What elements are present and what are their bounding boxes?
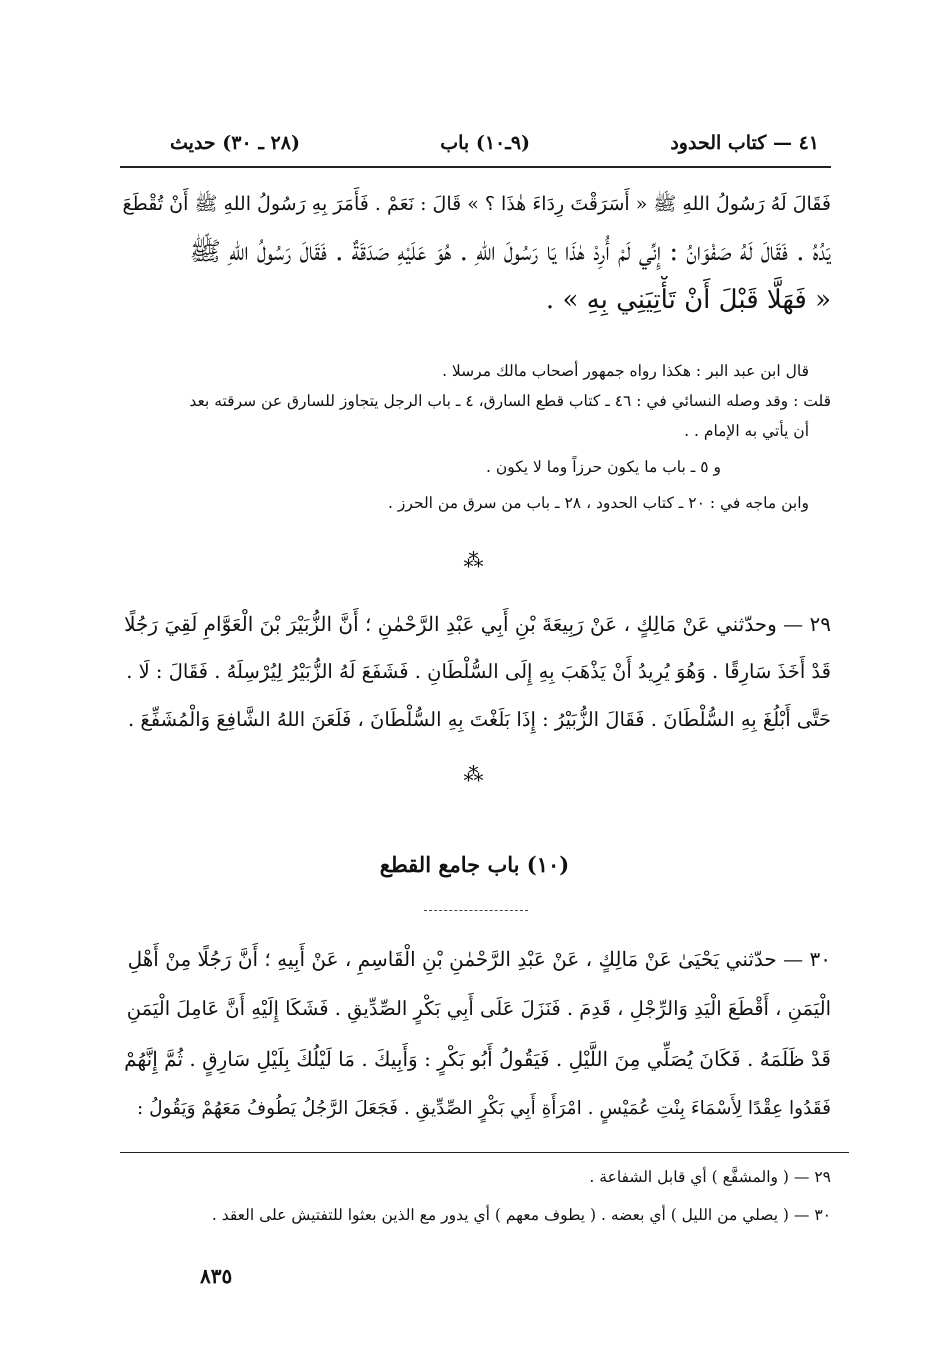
commentary-line: أن يأتي به الإمام . . — [684, 422, 809, 440]
section-separator-stars: ⁂ — [463, 548, 486, 572]
commentary-line: قال ابن عبد البر : هكذا رواه جمهور أصحاب مالك مرسلا . — [442, 362, 809, 380]
main-text-line: قَدْ أَخَذَ سَارِقًا . وَهُوَ يُرِيدُ أَنْ يَذْهَبَ بِهِ إِلَى السُّلْطَانِ . فَشَفَعَ لَهُ الزُّبَيْرُ لِيُرْسِلَهُ . فَقَالَ : لَا . — [126, 660, 831, 683]
footnote: ٢٩ — ( والمشفَّع ) أي قابل الشفاعة . — [589, 1168, 831, 1186]
footnotes — [120, 1162, 831, 1230]
commentary — [120, 356, 831, 518]
main-text-line: ٣٠ — حدّثني يَحْيَىٰ عَنْ مَالِكٍ ، عَنْ عَبْدِ الرَّحْمٰنِ بْنِ الْقَاسِمِ ، عَنْ أَبِيهِ ؛ أَنَّ رَجُلًا مِنْ أَهْلِ — [127, 947, 831, 971]
commentary-line: وابن ماجه في : ٢٠ ـ كتاب الحدود ، ٢٨ ـ باب من سرق من الحرز . — [388, 494, 809, 512]
hadith-28-continuation — [120, 180, 831, 324]
main-text-line: « فَهَلَّا قَبْلَ أَنْ تَأْتِيَنِي بِهِ » . — [545, 285, 831, 315]
main-text-line: فَقَالَ لَهُ رَسُولُ اللهِ ﷺ « أَسَرَقْتَ رِدَاءَ هٰذَا ؟ » قَالَ : نَعَمْ . فَأَمَرَ بِهِ رَسُولُ اللهِ ﷺ أَنْ تُقْطَعَ — [122, 193, 831, 215]
header-hadith-range: (٢٨ ـ ٣٠) حديث — [170, 132, 300, 154]
header-chapter: (٩ـ١٠) باب — [440, 132, 531, 154]
main-text-line: حَتَّى أَبْلُغَ بِهِ السُّلْطَانَ . فَقَالَ الزُّبَيْرُ : إِذَا بَلَغْتَ بِهِ السُّلْطَانَ ، فَلَعَنَ اللهُ الشَّافِعَ وَالْمُشَفِّعَ . — [127, 708, 831, 731]
hadith-29 — [120, 600, 831, 744]
main-text-line: يَدُهُ . فَقَالَ لَهُ صَفْوَانُ : إِنِّي لَمْ أُرِدْ هٰذَا يَا رَسُولَ اللهِ . هُوَ عَلَيْهِ صَدَقَةٌ . فَقَالَ رَسُولُ اللهِ ﷺ — [189, 237, 831, 267]
footnote: ٣٠ — ( يصلي من الليل ) أي بعضه . ( يطوف معهم ) أي يدور مع الذين بعثوا للتفتيش على العقد . — [211, 1206, 831, 1224]
chapter-title: (١٠) باب جامع القطع — [379, 852, 570, 877]
main-text-line: الْيَمَنِ ، أَقْطَعَ الْيَدِ وَالرِّجْلِ ، قَدِمَ . فَنَزَلَ عَلَى أَبِي بَكْرٍ الصِّدِّيقِ . فَشَكَا إِلَيْهِ أَنَّ عَامِلَ الْيَمَنِ — [126, 997, 831, 1020]
header-book-title: ٤١ — كتاب الحدود — [670, 132, 819, 154]
running-header — [170, 126, 819, 160]
chapter-title-rule — [424, 910, 528, 911]
hadith-30 — [120, 934, 831, 1134]
commentary-line: و ٥ ـ باب ما يكون حرزاً وما لا يكون . — [485, 458, 721, 476]
section-separator-stars: ⁂ — [463, 762, 486, 786]
footnote-rule — [120, 1152, 849, 1153]
main-text-line: قَدْ ظَلَمَهُ . فَكَانَ يُصَلِّي مِنَ اللَّيْلِ . فَيَقُولُ أَبُو بَكْرٍ : وَأَبِيكَ . مَا لَيْلُكَ بِلَيْلِ سَارِقٍ . ثُمَّ إِنَّهُمْ — [124, 1047, 831, 1071]
page-number: ٨٣٥ — [200, 1264, 233, 1288]
main-text-line: ٢٩ — وحدّثني عَنْ مَالِكٍ ، عَنْ رَبِيعَةَ بْنِ أَبِي عَبْدِ الرَّحْمٰنِ ؛ أَنَّ الزُّبَيْرَ بْنَ الْعَوَّامِ لَقِيَ رَجُلًا — [124, 612, 831, 636]
main-text-line: فَقَدُوا عِقْدًا لِأَسْمَاءَ بِنْتِ عُمَيْسٍ . امْرَأَةِ أَبِي بَكْرٍ الصِّدِّيقِ . فَجَعَلَ الرَّجُلُ يَطُوفُ مَعَهُمْ وَيَقُولُ : — [136, 1098, 831, 1119]
header-rule — [120, 166, 831, 168]
commentary-line: قلت : وقد وصله النسائي في : ٤٦ ـ كتاب قطع السارق، ٤ ـ باب الرجل يتجاوز للسارق عن سرقته بعد — [189, 392, 831, 410]
